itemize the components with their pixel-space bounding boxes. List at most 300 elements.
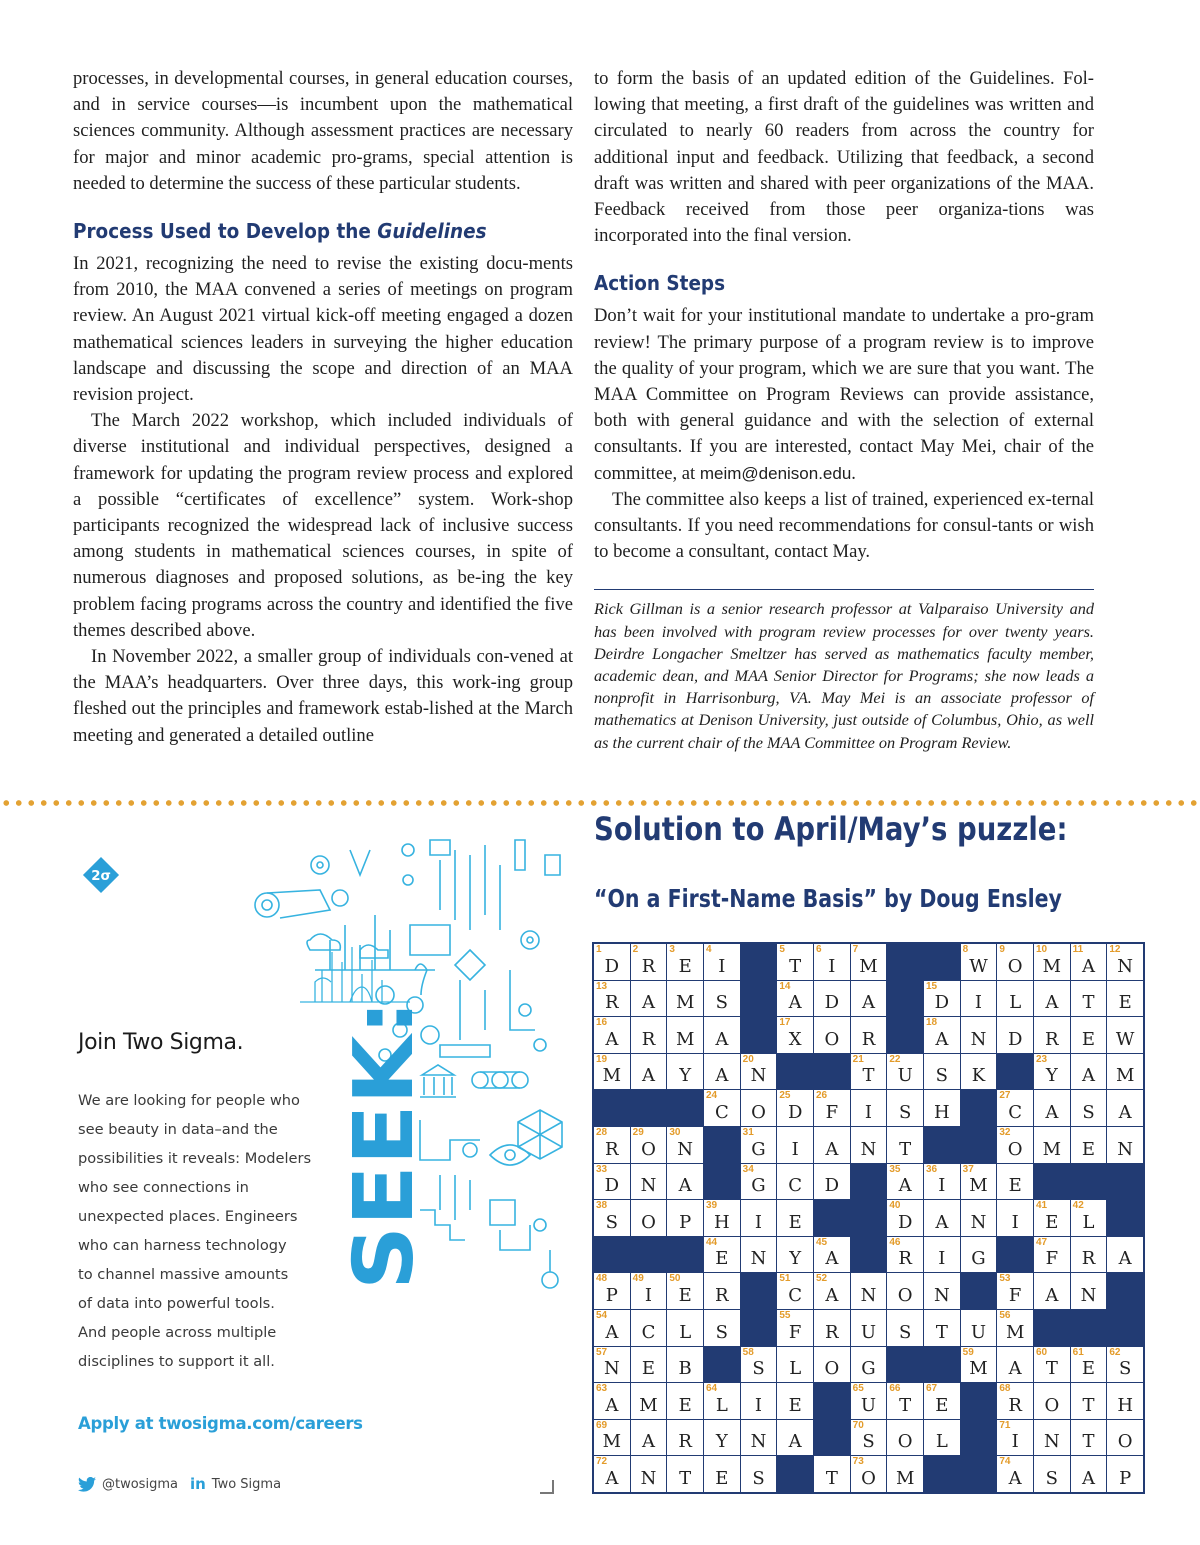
cell-letter: M <box>602 1431 622 1453</box>
ad-headline: Join Two Sigma. <box>78 1030 244 1055</box>
cell-letter: N <box>640 1175 657 1197</box>
crossword-cell <box>924 1054 960 1090</box>
crossword-cell <box>667 1200 703 1236</box>
cell-letter: I <box>754 1211 763 1233</box>
article-paragraph: The committee also keeps a list of trained, experienced ex-ternal consultants. If you need recommendations for consul-tants or wish to become a consultant, contact May. <box>594 488 1094 563</box>
crossword-cell <box>777 1310 813 1346</box>
crossword-cell <box>741 1456 777 1492</box>
crossword-cell <box>594 1456 630 1492</box>
clue-number: 11 <box>1072 944 1084 955</box>
paragraph-text: Don’t wait for your institutional mandate to undertake a pro-gram review! The primary purpose of a program review is to improve the quality of your program, which we are sure that you want. The MAA Committee on Program Reviews can provide assistance, both with general guidance and with the selection of external consultants. If you are interested, contact May Mei, chair of the committee, at <box>594 305 1094 484</box>
crossword-cell <box>997 1383 1033 1419</box>
crossword-cell <box>924 1310 960 1346</box>
crossword-cell <box>961 1237 997 1273</box>
clue-number: 16 <box>596 1017 608 1029</box>
crossword-cell <box>961 1054 997 1090</box>
cell-letter: M <box>859 955 878 977</box>
cell-letter: O <box>861 1467 876 1489</box>
crossword-cell <box>1034 1383 1070 1419</box>
cell-letter: M <box>1005 1321 1025 1343</box>
crossword-cell <box>704 1017 740 1053</box>
cell-letter: A <box>898 1175 912 1197</box>
clue-number: 36 <box>926 1163 938 1175</box>
cell-letter: A <box>788 992 802 1014</box>
clue-number: 59 <box>962 1346 974 1358</box>
cell-letter: M <box>639 1394 658 1416</box>
cell-letter: I <box>754 1394 763 1416</box>
crossword-cell <box>667 1273 703 1309</box>
clue-number: 15 <box>926 980 938 992</box>
email-link[interactable]: meim@denison.edu <box>699 463 852 483</box>
cell-letter: R <box>605 992 619 1014</box>
crossword-cell <box>924 1383 960 1419</box>
cell-letter: N <box>970 1211 987 1233</box>
crossword-cell <box>777 1383 813 1419</box>
clue-number: 42 <box>1072 1200 1084 1212</box>
crossword-cell <box>924 1237 960 1273</box>
crossword-block <box>961 1383 997 1419</box>
cell-letter: L <box>789 1358 802 1380</box>
ad-body-line: see beauty in data–and the <box>78 1121 278 1138</box>
cell-letter: E <box>1008 1175 1022 1197</box>
crossword-block <box>741 1017 777 1053</box>
clue-number: 17 <box>779 1017 791 1029</box>
crossword-cell <box>1034 1054 1070 1090</box>
cell-letter: C <box>788 1284 803 1306</box>
crossword-cell <box>1107 1420 1143 1456</box>
crossword-cell <box>594 1054 630 1090</box>
crossword-cell <box>631 1017 667 1053</box>
crossword-block <box>887 1347 923 1383</box>
cell-letter: E <box>788 1394 802 1416</box>
cell-letter: T <box>862 1065 875 1087</box>
cell-letter: A <box>1118 1248 1132 1270</box>
crossword-cell <box>1071 1237 1107 1273</box>
logo-text: 2σ <box>91 868 111 884</box>
crossword-cell <box>814 1164 850 1200</box>
cell-letter: R <box>605 1138 619 1160</box>
cell-letter: X <box>788 1028 802 1050</box>
crossword-cell <box>704 1054 740 1090</box>
puzzle-title: Solution to April/May’s puzzle: <box>594 810 1068 848</box>
crossword-cell <box>851 1310 887 1346</box>
ad-body-line: And people across multiple <box>78 1324 277 1341</box>
crossword-cell <box>1107 1347 1143 1383</box>
crossword-cell <box>631 944 667 980</box>
cell-letter: A <box>605 1028 619 1050</box>
crossword-cell <box>924 1420 960 1456</box>
clue-number: 60 <box>1036 1346 1048 1358</box>
cell-letter: M <box>675 992 695 1014</box>
crossword-cell <box>777 1017 813 1053</box>
crossword-cell <box>631 1310 667 1346</box>
cell-letter: N <box>1117 1138 1134 1160</box>
crossword-cell <box>851 1383 887 1419</box>
cell-letter: O <box>751 1101 766 1123</box>
cell-letter: E <box>678 1394 692 1416</box>
crossword-cell <box>594 1420 630 1456</box>
crossword-cell <box>1034 1090 1070 1126</box>
crossword-cell <box>814 981 850 1017</box>
cell-letter: S <box>935 1065 948 1087</box>
ad-body-line: to channel massive amounts <box>78 1266 289 1283</box>
cell-letter: A <box>825 1138 839 1160</box>
cell-letter: O <box>824 1358 840 1380</box>
clue-number: 63 <box>596 1383 608 1395</box>
cell-letter: D <box>824 992 840 1014</box>
cell-letter: C <box>788 1175 803 1197</box>
cell-letter: C <box>641 1321 656 1343</box>
cell-letter: T <box>789 955 802 977</box>
crossword-block <box>997 1237 1033 1273</box>
linkedin-icon[interactable]: in <box>189 1475 206 1493</box>
crossword-cell <box>1034 1273 1070 1309</box>
crossword-cell <box>961 1017 997 1053</box>
crossword-cell <box>631 1054 667 1090</box>
crossword-cell <box>631 1127 667 1163</box>
crossword-cell <box>667 1054 703 1090</box>
cell-letter: N <box>1043 1431 1060 1453</box>
crossword-cell <box>667 1310 703 1346</box>
heading-italic-text: Guidelines <box>377 219 487 244</box>
crossword-cell <box>594 1017 630 1053</box>
article-paragraph: In 2021, recognizing the need to revise the existing docu-ments from 2010, the MAA convened a series of meetings on program review. An August 2021 virtual kick-off meeting engaged a dozen mathematical sciences leaders in surveying the higher education landscape and discussing the scope and direction of an MAA revision project. <box>73 253 573 406</box>
cell-letter: I <box>1011 1211 1019 1233</box>
ad-body-text <box>78 1086 318 1376</box>
crossword-cell <box>887 1200 923 1236</box>
crossword-block <box>814 1420 850 1456</box>
cell-letter: D <box>934 992 950 1014</box>
cell-letter: I <box>864 1101 873 1123</box>
clue-number: 68 <box>999 1383 1011 1395</box>
cell-letter: E <box>1045 1211 1059 1233</box>
cell-letter: D <box>1007 1028 1023 1050</box>
crossword-cell <box>851 1017 887 1053</box>
clue-number: 62 <box>1109 1346 1121 1358</box>
cell-letter: M <box>969 1358 988 1380</box>
crossword-cell <box>1071 1383 1107 1419</box>
crossword-block <box>961 1420 997 1456</box>
dotted-divider <box>0 798 1200 808</box>
cell-letter: Y <box>1045 1065 1058 1087</box>
twitter-icon[interactable] <box>78 1477 96 1492</box>
clue-number: 27 <box>999 1090 1011 1102</box>
cell-letter: G <box>861 1358 876 1380</box>
crossword-block <box>961 1273 997 1309</box>
crossword-cell <box>741 1420 777 1456</box>
cell-letter: E <box>678 1284 692 1306</box>
clue-number: 22 <box>889 1053 901 1065</box>
clue-number: 72 <box>596 1456 608 1468</box>
crossword-cell <box>667 1164 703 1200</box>
cell-letter: H <box>713 1211 730 1233</box>
cell-letter: O <box>824 1028 840 1050</box>
crossword-cell <box>631 1456 667 1492</box>
crossword-cell <box>1034 1456 1070 1492</box>
crossword-cell <box>1071 1456 1107 1492</box>
crossword-cell <box>594 1273 630 1309</box>
cell-letter: F <box>788 1321 802 1343</box>
cell-letter: F <box>1008 1284 1022 1306</box>
cell-letter: A <box>861 992 875 1014</box>
crossword-block <box>704 1347 740 1383</box>
cell-letter: A <box>641 1431 655 1453</box>
crossword-cell <box>704 1310 740 1346</box>
cell-letter: R <box>898 1248 912 1270</box>
clue-number: 28 <box>596 1126 608 1138</box>
crossword-block <box>667 1237 703 1273</box>
cell-letter: A <box>1081 955 1095 977</box>
crossword-cell <box>1071 944 1107 980</box>
cell-letter: I <box>718 955 726 977</box>
cell-letter: N <box>970 1028 987 1050</box>
clue-number: 47 <box>1036 1236 1048 1248</box>
crossword-cell <box>887 1054 923 1090</box>
cell-letter: N <box>860 1284 877 1306</box>
ad-body-line: of data into powerful tools. <box>78 1295 275 1312</box>
cell-letter: G <box>751 1175 766 1197</box>
clue-number: 70 <box>852 1419 864 1431</box>
crossword-cell <box>704 981 740 1017</box>
clue-number: 51 <box>779 1273 791 1285</box>
ad-body-line: who can harness technology <box>78 1237 287 1254</box>
cell-letter: D <box>604 1175 620 1197</box>
crossword-cell <box>814 1237 850 1273</box>
cell-letter: E <box>1081 1138 1096 1160</box>
cell-letter: S <box>715 992 728 1014</box>
crossword-cell <box>961 1200 997 1236</box>
cell-letter: E <box>1118 992 1132 1014</box>
linkedin-name[interactable]: Two Sigma <box>211 1476 282 1492</box>
crossword-cell <box>924 1164 960 1200</box>
clue-number: 6 <box>816 944 822 955</box>
crossword-block <box>631 1090 667 1126</box>
crossword-cell <box>741 1347 777 1383</box>
crossword-block <box>777 1054 813 1090</box>
cell-letter: M <box>602 1065 622 1087</box>
cell-letter: F <box>825 1101 839 1123</box>
clue-number: 74 <box>999 1456 1011 1468</box>
crossword-block <box>1071 1164 1107 1200</box>
crossword-cell <box>1071 1200 1107 1236</box>
ad-body-line: possibilities it reveals: Modelers <box>78 1150 312 1167</box>
crossword-block <box>924 1347 960 1383</box>
cell-letter: N <box>640 1467 657 1489</box>
crossword-cell <box>777 1273 813 1309</box>
cell-letter: A <box>1081 1467 1095 1489</box>
crossword-block <box>924 1127 960 1163</box>
crossword-cell <box>1071 1090 1107 1126</box>
cell-letter: A <box>935 1028 949 1050</box>
cell-letter: I <box>938 1248 946 1270</box>
twitter-handle[interactable]: @twosigma <box>102 1476 178 1492</box>
cell-letter: C <box>1008 1101 1023 1123</box>
cell-letter: R <box>641 1028 656 1050</box>
cell-letter: R <box>1045 1028 1059 1050</box>
cell-letter: E <box>788 1211 802 1233</box>
cell-letter: S <box>898 1321 912 1343</box>
crossword-cell <box>777 1347 813 1383</box>
crossword-cell <box>594 1200 630 1236</box>
cell-letter: S <box>715 1321 728 1343</box>
crossword-block <box>1071 1310 1107 1346</box>
crossword-cell <box>887 1164 923 1200</box>
heading-text: Process Used to Develop the <box>73 219 378 244</box>
clue-number: 1 <box>596 944 602 955</box>
crossword-cell <box>997 1090 1033 1126</box>
crossword-cell <box>961 944 997 980</box>
crossword-block <box>1034 1164 1070 1200</box>
crossword-block <box>851 1164 887 1200</box>
cell-letter: A <box>825 1248 839 1270</box>
crossword-cell <box>887 1383 923 1419</box>
crossword-cell <box>741 1127 777 1163</box>
crossword-cell <box>887 1420 923 1456</box>
clue-number: 20 <box>742 1053 754 1065</box>
crossword-block <box>741 981 777 1017</box>
crossword-cell <box>704 1090 740 1126</box>
crossword-block <box>814 1383 850 1419</box>
cell-letter: S <box>1045 1467 1058 1489</box>
clue-number: 7 <box>852 944 859 955</box>
crossword-cell <box>1071 1017 1107 1053</box>
cell-letter: Y <box>789 1248 802 1270</box>
clue-number: 14 <box>779 980 791 992</box>
cell-letter: E <box>715 1467 729 1489</box>
cell-letter: U <box>897 1065 913 1087</box>
crossword-cell <box>997 1420 1033 1456</box>
crossword-cell <box>851 944 887 980</box>
crossword-cell <box>594 1347 630 1383</box>
clue-number: 25 <box>779 1090 791 1102</box>
clue-number: 52 <box>816 1273 828 1285</box>
cell-letter: A <box>1045 1284 1059 1306</box>
paragraph-text: . <box>851 462 856 484</box>
clue-number: 23 <box>1036 1053 1048 1065</box>
clue-number: 56 <box>999 1309 1011 1321</box>
article-left-column <box>73 66 573 749</box>
cell-letter: T <box>1082 1431 1095 1453</box>
crossword-block <box>887 1017 923 1053</box>
crossword-cell <box>887 1456 923 1492</box>
cell-letter: W <box>1115 1028 1135 1050</box>
ad-body-line: disciplines to support it all. <box>78 1353 275 1370</box>
crossword-cell <box>814 1127 850 1163</box>
crossword-block <box>961 1127 997 1163</box>
apply-link[interactable]: Apply at twosigma.com/careers <box>78 1414 363 1433</box>
crossword-cell <box>997 944 1033 980</box>
cell-letter: N <box>750 1065 767 1087</box>
crossword-cell <box>851 1456 887 1492</box>
clue-number: 45 <box>816 1236 828 1248</box>
clue-number: 24 <box>706 1090 718 1102</box>
crossword-cell <box>1107 981 1143 1017</box>
cell-letter: R <box>715 1284 729 1306</box>
crossword-cell <box>1107 1456 1143 1492</box>
clue-number: 30 <box>669 1126 681 1138</box>
crossword-block <box>961 1456 997 1492</box>
cell-letter: S <box>752 1358 765 1380</box>
crossword-cell <box>777 1164 813 1200</box>
clue-number: 65 <box>852 1383 864 1395</box>
crossword-cell <box>1034 1200 1070 1236</box>
cell-letter: A <box>1045 1101 1059 1123</box>
cell-letter: K <box>971 1065 986 1087</box>
crossword-cell <box>1071 981 1107 1017</box>
cell-letter: H <box>1117 1394 1134 1416</box>
crossword-cell <box>924 1017 960 1053</box>
section-heading-action-steps: Action Steps <box>594 271 726 296</box>
crossword-cell <box>924 1273 960 1309</box>
cell-letter: O <box>897 1284 913 1306</box>
cell-letter: D <box>824 1175 840 1197</box>
crossword-block <box>631 1237 667 1273</box>
crossword-cell <box>887 1127 923 1163</box>
cell-letter: N <box>1080 1284 1097 1306</box>
cell-letter: P <box>605 1284 618 1306</box>
crossword-block <box>741 1273 777 1309</box>
clue-number: 37 <box>962 1163 974 1175</box>
crossword-cell <box>777 944 813 980</box>
cell-letter: O <box>641 1211 656 1233</box>
clue-number: 5 <box>779 944 785 955</box>
clue-number: 35 <box>889 1163 901 1175</box>
cell-letter: R <box>861 1028 876 1050</box>
crossword-cell <box>704 1237 740 1273</box>
crossword-cell <box>1071 1273 1107 1309</box>
clue-number: 19 <box>596 1053 608 1065</box>
cell-letter: E <box>1081 1358 1096 1380</box>
two-sigma-logo-icon <box>82 856 120 894</box>
cell-letter: M <box>895 1467 915 1489</box>
crossword-cell <box>961 1164 997 1200</box>
cell-letter: O <box>641 1138 656 1160</box>
clue-number: 34 <box>742 1163 754 1175</box>
crossword-cell <box>887 1310 923 1346</box>
crossword-cell <box>704 1456 740 1492</box>
cell-letter: T <box>1082 1394 1095 1416</box>
crossword-cell <box>1107 1383 1143 1419</box>
crossword-cell <box>997 1347 1033 1383</box>
crossword-cell <box>1034 944 1070 980</box>
clue-number: 18 <box>926 1017 938 1029</box>
cell-letter: I <box>644 1284 653 1306</box>
crossword-cell <box>1034 981 1070 1017</box>
clue-number: 39 <box>706 1200 718 1212</box>
crossword-cell <box>741 1054 777 1090</box>
crossword-cell <box>814 1310 850 1346</box>
cell-letter: S <box>898 1101 912 1123</box>
crossword-cell <box>631 1200 667 1236</box>
crossword-cell <box>1107 1090 1143 1126</box>
crossword-block <box>887 981 923 1017</box>
clue-number: 21 <box>852 1053 864 1065</box>
cell-letter: L <box>679 1321 692 1343</box>
crossword-block <box>777 1456 813 1492</box>
cell-letter: S <box>1082 1101 1095 1123</box>
crossword-cell <box>961 1347 997 1383</box>
cell-letter: N <box>677 1138 694 1160</box>
crossword-cell <box>1034 1237 1070 1273</box>
crossword-cell <box>814 1347 850 1383</box>
crossword-cell <box>997 1200 1033 1236</box>
cell-letter: T <box>1045 1358 1058 1380</box>
cell-letter: S <box>605 1211 618 1233</box>
cell-letter: R <box>641 955 656 977</box>
seek-heading <box>332 990 452 1290</box>
clue-number: 55 <box>779 1309 791 1321</box>
crossword-block <box>1034 1310 1070 1346</box>
